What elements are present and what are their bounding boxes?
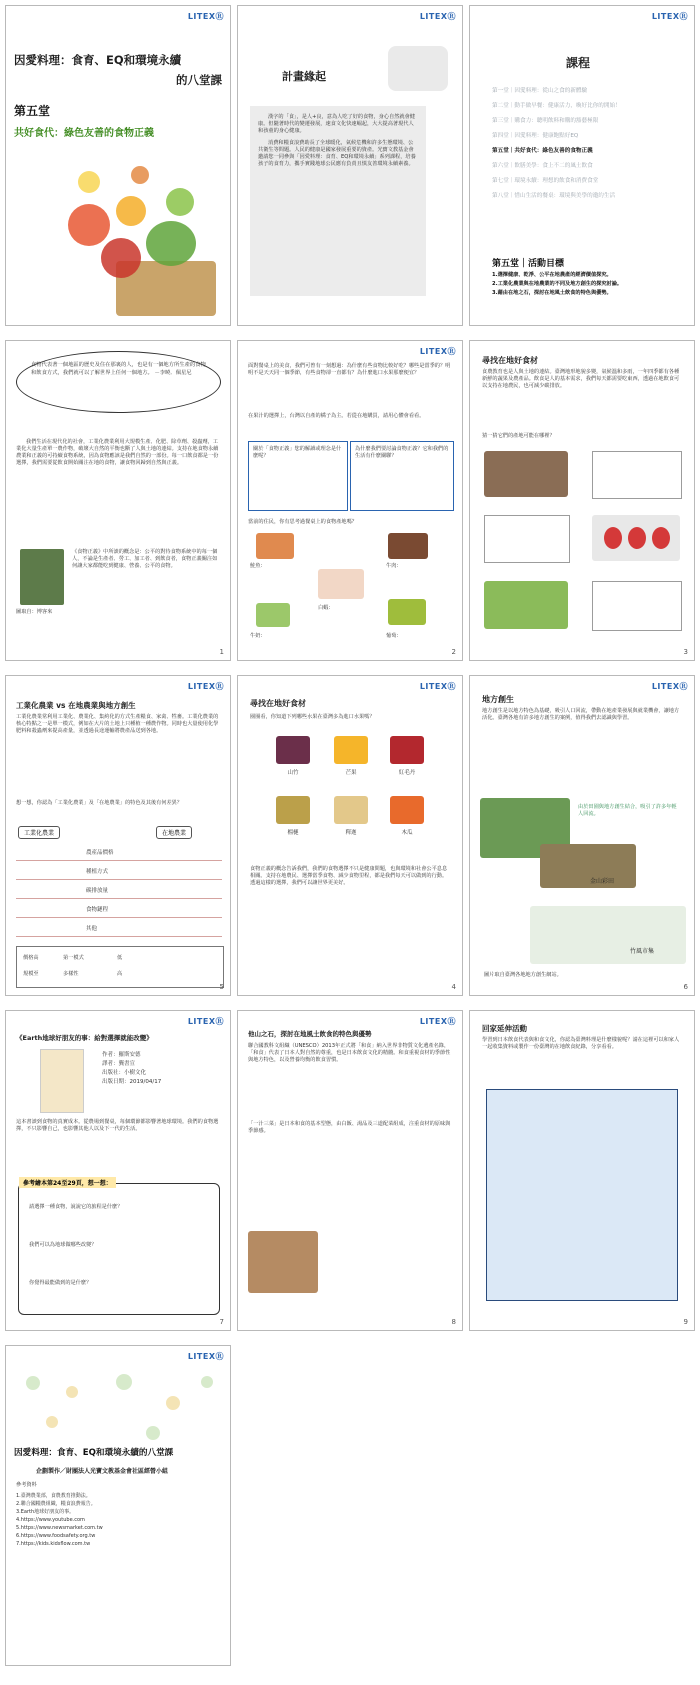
table-cell: 第一模式 (63, 955, 84, 961)
body-text: 在果汁的選擇上，台灣以自產的橘子為主。若從在地購買，請用心體會看看。 (248, 413, 425, 419)
lesson-item: 第三堂｜購食力：聰明飲料和購的豁藝極限 (492, 118, 599, 124)
photo-market-banner (530, 906, 686, 964)
industrial-tag: 工業化農業 (18, 826, 60, 839)
cover-subtitle: 共好食代：綠色友善的食物正義 (14, 128, 154, 139)
comparison-row (16, 899, 222, 918)
goal-item: 3.藉由在地之石，探討在地風土飲食的特色與優勢。 (492, 290, 612, 296)
answer-box-1 (592, 451, 682, 499)
question-1-text: 關於「食物正義」您的解讀或理念是什麼呢？ (253, 446, 342, 459)
table-cell: 高 (117, 971, 123, 977)
summary-table (16, 946, 224, 988)
food-photo-milk (256, 603, 290, 627)
lesson-item: 第六堂｜飲膳美學：食上不二的風土飲食 (492, 163, 593, 169)
fruit-label: 木瓜 (401, 830, 413, 836)
comparison-row (16, 842, 222, 861)
fruit-label: 芒果 (345, 770, 357, 776)
reference-item: 2.聯合國糧農組織，糧食浪費報告。 (16, 1501, 96, 1507)
section-heading: 尋找在地好食材 (482, 356, 538, 365)
section-heading: 工業化農業 vs 在地農業與地方創生 (16, 701, 136, 710)
intro-text: 面對餐桌上的美食，我們可曾有一刻想過：為什麼有些食物比較好吃？哪些是當季的？明明不是天天同一個季節，有些食物卻一直都有？為什麼進口水果那麼便宜？ (248, 363, 451, 376)
answer-box-3 (592, 581, 682, 631)
book-caption: 圖取自：博客來 (16, 609, 53, 615)
table-cell: 多樣性 (63, 971, 79, 977)
reference-item: 3.Earth地球好朋友的事。 (16, 1509, 75, 1515)
brand-logo: LITEXⓇ (419, 1017, 456, 1026)
brand-logo: LITEXⓇ (419, 682, 456, 691)
food-photo-1 (484, 451, 568, 497)
label-milk: 牛奶： (250, 633, 266, 639)
goal-item: 2.工業化農業與在地農業的不同及地方創生的探究討論。 (492, 281, 623, 287)
quote-text: 食物代表著一個地區的歷史及住在那裏的人，也是有一個地方所生產的食物和飲食方式，我們就可以了解世界上任何一個地方。 －李曉．佩星尼 (31, 362, 206, 376)
fruit-mango (334, 736, 368, 764)
reflection-question: 我們可以為地球做哪些改變？ (29, 1242, 97, 1248)
body-text: 學習到日本飲食代表與和食文化，你認為臺灣料理是什麼樣貌呢？請在這裡可以和家人一起收集資料或製作一份臺灣的在地飲食紀錄，分享看看。 (482, 1037, 680, 1050)
brand-logo: LITEXⓇ (419, 347, 456, 356)
reference-item: 5.https://www.newsmarket.com.tw (16, 1525, 103, 1531)
section-heading: 《Earth地球好朋友的事：給對選擇就能改變》 (16, 1034, 153, 1042)
food-photo-salmon (256, 533, 294, 559)
brand-logo: LITEXⓇ (419, 12, 456, 21)
photo-washoku (248, 1231, 318, 1293)
section-heading: 尋找在地好食材 (250, 699, 306, 708)
lesson-item: 第四堂｜因愛料理：健康飽點好EQ (492, 133, 579, 139)
fruit-papaya (390, 796, 424, 824)
section-heading: 計畫緣起 (282, 70, 326, 83)
comparison-rows (16, 842, 222, 937)
book-meta (102, 1051, 222, 1087)
reference-item: 6.https://www.foodsafety.org.tw (16, 1533, 96, 1539)
body-text-2: 「一汁三菜」是日本和食的基本型態，由白飯、湯品及三道配菜組成，注重食材的原味與季節感。 (248, 1121, 451, 1134)
comparison-row-label: 碳排放量 (86, 888, 109, 894)
book-meta-line: 出版社：小樹文化 (102, 1070, 147, 1076)
question-text: 猜一猜它們的產地可能在哪裡？ (482, 433, 555, 439)
section-heading: 回家延伸活動 (482, 1024, 527, 1033)
fruit-mangosteen (276, 736, 310, 764)
body-text: 工業化農業常利用工業化、農業化、集約化的方式生產糧食、家禽、牲畜。工業化農業的核心特點之一是單一模式，例如在大片的土地上只種植一種農作物。同時也大量使用化學肥料和殺蟲劑來提高產量，並透過長途運輸將農產品送到各地。 (16, 714, 219, 734)
label-beef: 牛肉： (386, 563, 402, 569)
references-list (16, 1492, 222, 1548)
fruit-label: 山竹 (287, 770, 299, 776)
comparison-row-label: 食物鏈程 (86, 907, 109, 913)
lesson-number: 第五堂 (14, 104, 51, 118)
section-heading: 他山之石，探討在地風土飲食的特色與優勢 (248, 1030, 372, 1038)
fruit-rambutan (390, 736, 424, 764)
page-number: 2 (451, 648, 456, 656)
answer-box-2 (484, 515, 570, 563)
body-text: 地方創生是以地方特色為基礎，吸引人口回流，帶動在地產業發展與就業機會，讓地方活化。臺灣各地有許多地方創生的案例，值得我們去認識與學習。 (482, 708, 680, 721)
page-number: 4 (451, 983, 456, 991)
photo-credit: 圖片取自臺灣各地地方創生網站。 (484, 972, 562, 978)
reflection-box-heading: 參考繪本第24至29頁，想一想： (19, 1177, 116, 1188)
table-cell: 規模至 (23, 971, 39, 977)
back-title: 因愛料理：食育、EQ和環境永續的八堂課 (14, 1448, 174, 1458)
photo-field-2 (540, 844, 636, 888)
photo-note: 由於田園與地方創生結合，吸引了許多年輕人回流。 (578, 804, 677, 817)
question-box-2 (350, 441, 454, 511)
comparison-row-label: 農產品價格 (86, 850, 114, 856)
origin-text-panel (250, 106, 426, 296)
lesson-item: 第五堂｜共好食代：綠色友善的食物正義 (492, 148, 593, 154)
caption-market: 竹風市集 (630, 948, 655, 955)
brand-logo: LITEXⓇ (187, 682, 224, 691)
lesson-item: 第八堂｜惜山生活的餐桌：環境與美學的邀約生活 (492, 193, 616, 199)
origin-para-1: 漢字的「食」，是人+良，意為人吃了好的食物，身心自然就會健康。但隨著時代的變遷發展，速食文化快速崛起，大大提高著現代人和孩童的身心健康。 (258, 114, 415, 134)
comparison-row (16, 861, 222, 880)
page-number: 5 (219, 983, 224, 991)
question-2-text: 為什麼我們要討論食物正義？它和我們的生活有什麼關聯？ (355, 446, 449, 459)
brand-logo: LITEXⓇ (651, 12, 688, 21)
section-heading: 地方創生 (482, 695, 514, 704)
page-7 (5, 1010, 231, 1331)
page-number: 3 (683, 648, 688, 656)
fruit-durian (276, 796, 310, 824)
reference-item: 4.https://www.youtube.com (16, 1517, 85, 1523)
table-cell: 低 (117, 955, 123, 961)
page-number: 7 (219, 1318, 224, 1326)
page-9 (469, 1010, 695, 1331)
body-text: 我們生活在現代化的社會，工業化農業利用大規模生產、化肥、除草劑、殺蟲劑，工業化大量生產單一農作物，破壞大自然的平衡也斷了人與土地的連結。支持在地食物永續農業和正義的可持續食物系統，因為食物應該是我們自然的一部份。每一口飲食都是一份選擇，我們需要從飲食開始關注在地的食物，讓食物回歸到自然與正義。 (16, 439, 219, 466)
comparison-row-label: 其他 (86, 926, 98, 932)
food-photo-beef (388, 533, 428, 559)
lesson-list (492, 88, 688, 208)
cover-title-line1: 因愛料理：食育、EQ和環境永續 (14, 53, 182, 67)
book-cover-image (40, 1049, 84, 1113)
page-8 (237, 1010, 463, 1331)
cover-title-line2: 的八堂課 (176, 73, 222, 87)
lesson-item: 第一堂｜因愛料理：從山之食的新體驗 (492, 88, 588, 94)
label-salmon: 鮭魚： (250, 563, 266, 569)
page-number: 9 (683, 1318, 688, 1326)
goal-heading: 第五堂｜活動目標 (492, 259, 565, 269)
page-3 (469, 340, 695, 661)
brand-logo: LITEXⓇ (651, 682, 688, 691)
page-6 (469, 675, 695, 996)
book-meta-line: 譯者：龔書宣 (102, 1061, 136, 1067)
body-text: 聯合國教科文組織（UNESCO）2013年正式將「和食」納入世界非物質文化遺產名錄，「和食」代表了日本人對自然的尊重，也是日本飲食文化的精髓。和食重視食材的季節性與地方特色，以及營養均衡的飲食習慣。 (248, 1043, 451, 1063)
quote-bubble (16, 351, 221, 413)
label-grapes: 葡萄： (386, 633, 402, 639)
page-cover (5, 5, 231, 326)
page-2 (237, 340, 463, 661)
reflection-box (18, 1180, 220, 1315)
lesson-item: 第二堂｜動手做早餐：健康活力，喚好比你的開始！ (492, 103, 621, 109)
page-number: 8 (451, 1318, 456, 1326)
body-text: 食物正義的概念告訴我們，我們的食物選擇不只是健康問題，也與環境和社會公平息息相關。支持在地農民、選擇當季食物、減少食物里程，都是我們每天可以做到的行動。透過這樣的選擇，我們可以讓世界更美好。 (250, 866, 448, 886)
fruit-label: 榴槤 (287, 830, 299, 836)
brand-logo: LITEXⓇ (187, 1352, 224, 1361)
fruit-label: 釋迦 (345, 830, 357, 836)
body-text: 這本書談到食物的真實成本。從農場到餐桌，每個環節都影響著地球環境。我們的食物選擇，不只影響自己，也影響其他人以及下一代的生活。 (16, 1119, 219, 1132)
book-meta-line: 作者：羅斯安德 (102, 1052, 141, 1058)
page-5 (5, 675, 231, 996)
book-cover-image (20, 549, 64, 605)
comparison-row (16, 918, 222, 937)
fruit-sugar-apple (334, 796, 368, 824)
food-photo-shrimp (318, 569, 364, 599)
fruit-label: 紅毛丹 (398, 770, 416, 776)
page-4 (237, 675, 463, 996)
reference-item: 1.臺灣農業部，食農教育推動法。 (16, 1493, 91, 1499)
activity-board (486, 1089, 678, 1301)
book-text: 《食物正義》中所談的概念是：公平的對待食物系統中的每一個人，不論是生產者、勞工、加工者、到飲食者，食物正義關注如何讓大家都能吃到健康、營養、公平的食物。 (72, 549, 218, 569)
comparison-row-label: 種植方式 (86, 869, 109, 875)
table-cell: 價格高 (23, 955, 39, 961)
food-photo-sugar-apple (484, 581, 568, 629)
origin-para-2: 消費和糧食浪費助長了全球暖化，氣候危機和許多生態環境、公共衛生等問題。人民的健康是國家發展重要的資產。光寶文教基金會邀請您一同參與「因愛料理：食育、EQ和環境永續」系列課程，培養孩子的食育力，攜手實踐地球公民應有負責且慎友善環境永續素養。 (258, 140, 416, 167)
lesson-item: 第七堂｜環境永續：理想的飲食和消費食堂 (492, 178, 599, 184)
reference-item: 7.https://kids.kidsflow.com.tw (16, 1541, 91, 1547)
page-project-origin (237, 5, 463, 326)
section-heading: 課程 (566, 56, 591, 70)
page-number: 6 (683, 983, 688, 991)
reflection-question: 你覺得最能做到的是什麼？ (29, 1280, 92, 1286)
book-meta-line: 出版日期：2019/04/17 (102, 1079, 162, 1085)
brand-logo: LITEXⓇ (187, 12, 224, 21)
question-text: 圈圈看，你知道下列哪些水果在臺灣多為進口水果嗎？ (250, 714, 375, 720)
food-photo-grapes (388, 599, 426, 625)
label-shrimp: 白蝦： (318, 605, 334, 611)
body-text: 食農教育也是人與土地的連結。臺灣地形地貌多變，氣候溫和多雨，一年四季都有各種新鮮的蔬果及農產品。飲食是人的基本需求，我們每天都需要吃東西，透過在地飲食可以支持在地農民，也可減少碳排放。 (482, 369, 680, 389)
local-tag: 在地農業 (156, 826, 192, 839)
goal-list (492, 272, 690, 299)
page-1 (5, 340, 231, 661)
question-text: 想一想，你認為「工業化農業」及「在地農業」的特色及其後有何差異？ (16, 800, 183, 806)
page-back-cover (5, 1345, 231, 1666)
brand-logo: LITEXⓇ (187, 1017, 224, 1026)
question-box-1 (248, 441, 348, 511)
page-number: 1 (219, 648, 224, 656)
page-course-list (469, 5, 695, 326)
reflection-question: 請選擇一種食物，說說它的旅程是什麼？ (29, 1204, 123, 1210)
caption-jinshan: 金山彩田 (590, 878, 615, 885)
credit-text: 企劃製作／財團法人光寶文教基金會社區經營小組 (36, 1468, 169, 1475)
question-3-text: 當前的住民，你有思考過餐桌上的食物產地嗎？ (248, 519, 357, 525)
comparison-row (16, 880, 222, 899)
references-heading: 參考資料 (16, 1482, 37, 1488)
goal-item: 1.選擇健康、乾淨、公平在地農產的經濟價值探究。 (492, 272, 612, 278)
